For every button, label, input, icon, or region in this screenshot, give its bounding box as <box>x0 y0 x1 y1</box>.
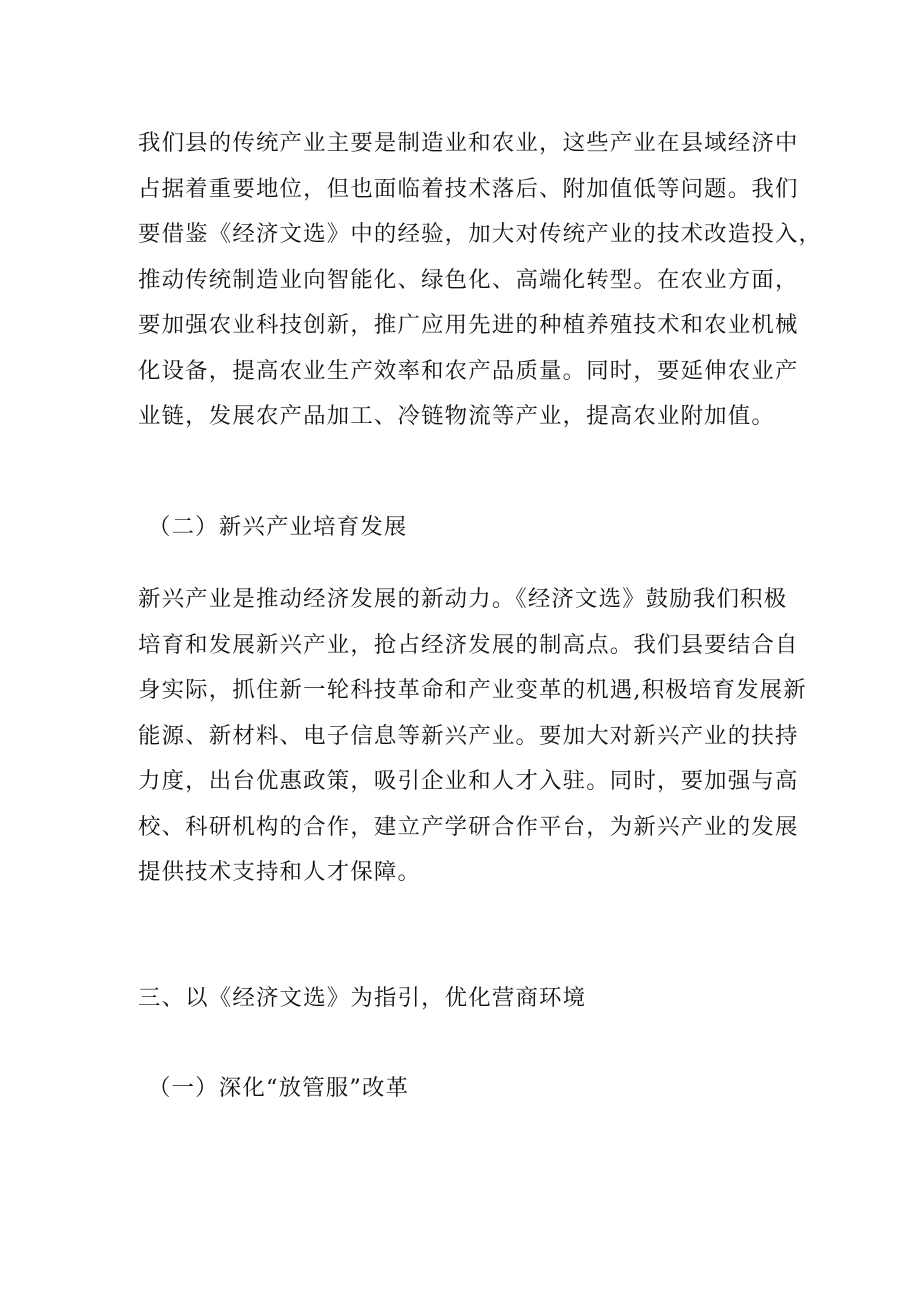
paragraph-line: 占据着重要地位，但也面临着技术落后、附加值低等问题。我们 <box>138 175 799 202</box>
paragraph-line: 业链，发展农产品加工、冷链物流等产业，提高农业附加值。 <box>138 403 775 429</box>
paragraph-traditional-industry <box>138 121 823 440</box>
subheading-emerging-industry: （二）新兴产业培育发展 <box>148 514 408 540</box>
paragraph-line: 新兴产业是推动经济发展的新动力。《经济文选》鼓励我们积极 <box>138 586 788 612</box>
paragraph-line: 化设备，提高农业生产效率和农产品质量。同时，要延伸农业产 <box>138 357 799 384</box>
paragraph-line: 我们县的传统产业主要是制造业和农业，这些产业在县域经济中 <box>138 130 799 156</box>
paragraph-line: 提供技术支持和人才保障。 <box>138 859 422 885</box>
paragraph-line: 培育和发展新兴产业，抢占经济发展的制高点。我们县要结合自 <box>138 631 799 658</box>
subheading-reform: （一）深化“放管服”改革 <box>148 1075 410 1101</box>
section-heading-business-environment: 三、以《经济文选》为指引，优化营商环境 <box>138 985 587 1011</box>
paragraph-emerging-industry <box>138 577 807 896</box>
paragraph-line: 要加强农业科技创新，推广应用先进的种植养殖技术和农业机械 <box>138 312 799 338</box>
paragraph-line: 身实际，抓住新一轮科技革命和产业变革的机遇,积极培育发展新 <box>138 677 807 703</box>
paragraph-line: 要借鉴《经济文选》中的经验，加大对传统产业的技术改造投入， <box>138 221 823 247</box>
paragraph-line: 推动传统制造业向智能化、绿色化、高端化转型。在农业方面， <box>138 266 799 293</box>
paragraph-line: 校、科研机构的合作，建立产学研合作平台，为新兴产业的发展 <box>138 813 799 840</box>
paragraph-line: 能源、新材料、电子信息等新兴产业。要加大对新兴产业的扶持 <box>138 722 799 749</box>
paragraph-line: 力度，出台优惠政策，吸引企业和人才入驻。同时，要加强与高 <box>138 768 799 794</box>
